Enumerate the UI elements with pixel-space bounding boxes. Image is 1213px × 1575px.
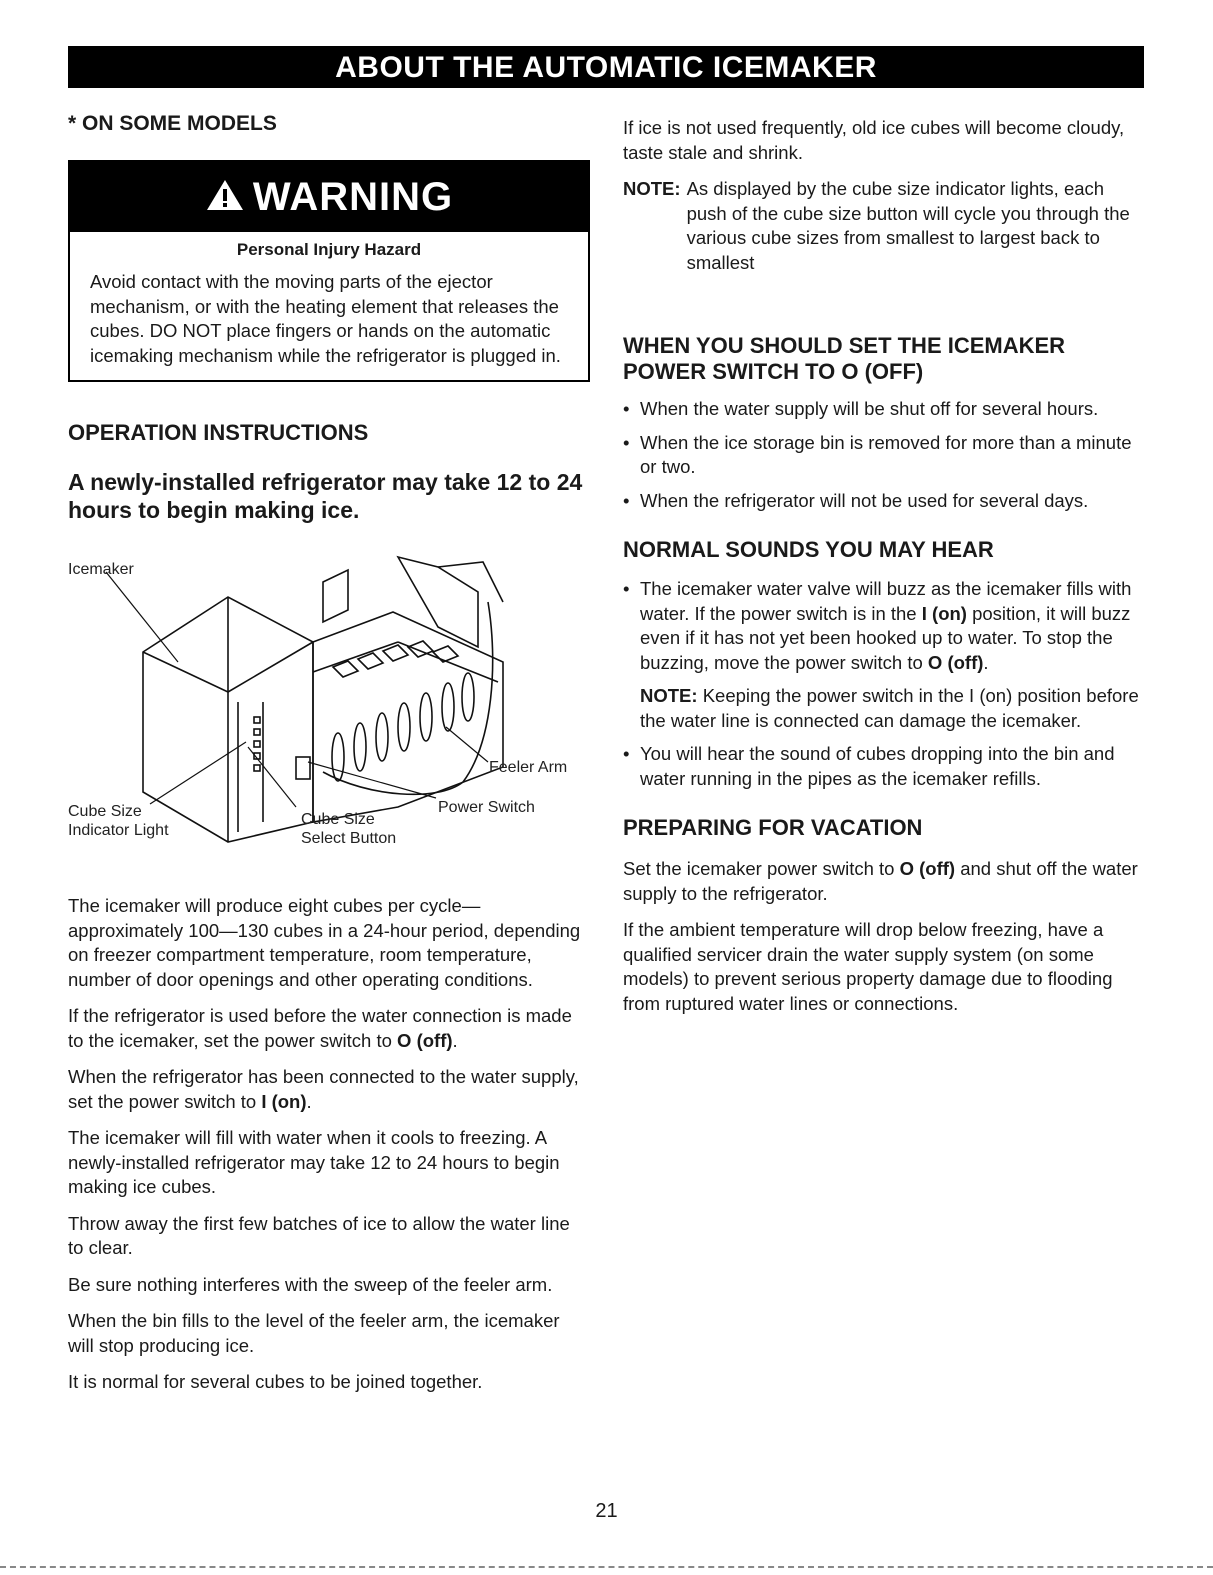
paragraph-after-connection: [68, 1065, 588, 1114]
bottom-dashed-rule: [0, 1566, 1213, 1568]
p3-text: When the refrigerator has been connected to the water supply, set the power switch to: [68, 1066, 579, 1112]
p2-text: If the refrigerator is used before the water connection is made to the icemaker, set the power switch to: [68, 1005, 572, 1051]
some-models-note: * ON SOME MODELS: [68, 112, 277, 135]
icemaker-diagram: [68, 542, 588, 872]
sb1-off: O (off): [927, 651, 984, 673]
paragraph-feeler-sweep: Be sure nothing interferes with the sweep of the feeler arm.: [68, 1273, 553, 1295]
warning-header: [70, 162, 588, 232]
sb1-on: I (on): [921, 602, 967, 624]
label-select-line2: Select Button: [301, 830, 397, 847]
sb1-a: The icemaker water valve will buzz as the icemaker fills with water. If the power switch is in the: [640, 578, 1132, 624]
when-bullet-2: • When the ice storage bin is removed for more than a minute or two.: [623, 431, 1132, 477]
note-cube-size: [623, 177, 1148, 275]
paragraph-before-connection: [68, 1004, 588, 1053]
sounds-bullet-1: • The icemaker water valve will buzz as the icemaker fills with water. If the power switch is in the I (on) position, it will buzz even if it has not yet been hooked up to water. To stop the buzzing, move the power switch to O (off).: [623, 578, 1132, 673]
operation-statement: A newly-installed refrigerator may take 12 to 24 hours to begin making ice.: [68, 469, 583, 523]
label-icemaker: Icemaker: [68, 561, 134, 578]
page-number: 21: [595, 1500, 618, 1522]
note1-text: As displayed by the cube size indicator lights, each push of the cube size button will cycle you through the various cube sizes from smallest to largest back to smallest: [686, 178, 1130, 273]
label-cube-size-line1: Cube Size: [68, 803, 142, 820]
warning-title: WARNING: [252, 175, 454, 219]
page-banner: ABOUT THE AUTOMATIC ICEMAKER: [68, 46, 1144, 88]
paragraph-joined-cubes: It is normal for several cubes to be joined together.: [68, 1371, 483, 1392]
when-heading: WHEN YOU SHOULD SET THE ICEMAKER POWER SWITCH TO O (OFF): [623, 333, 1066, 384]
label-select-line1: Cube Size: [301, 811, 375, 828]
note2-text: Keeping the power switch in the I (on) position before the water line is connected can damage the icemaker.: [640, 685, 1139, 731]
vacation-heading: PREPARING FOR VACATION: [623, 815, 923, 840]
label-cube-size-indicator: [68, 802, 169, 840]
when-b2-text: When the ice storage bin is removed for more than a minute or two.: [640, 431, 1132, 477]
paragraph-fill-freezing: The icemaker will fill with water when it cools to freezing. A newly-installed refrigerator may take 12 to 24 hours to begin making ice cubes.: [68, 1127, 560, 1197]
paragraph-cube-output: The icemaker will produce eight cubes per cycle— approximately 100—130 cubes in a 24-hour period, depending on freezer compartment temperature, room temperature, number of door openings and other operating conditions.: [68, 895, 581, 990]
left-column: [68, 112, 588, 1395]
operation-heading: OPERATION INSTRUCTIONS: [68, 420, 369, 445]
sb1-c: position, it will buzz even if it has not yet been hooked up to water. To stop the buzzing, move the power switch to: [640, 602, 1131, 673]
vacation-paragraph-2: If the ambient temperature will drop below freezing, have a qualified servicer drain the water supply system (on some models) to prevent serious property damage due to flooding from ruptured water lines or connections.: [623, 919, 1113, 1014]
label-feeler-arm: Feeler Arm: [489, 759, 568, 776]
warning-subtitle: Personal Injury Hazard: [236, 240, 422, 259]
warning-text: Avoid contact with the moving parts of the ejector mechanism, or with the heating element that releases the cubes. DO NOT place fingers or hands on the automatic icemaking mechanism while the refrigerator is plugged in.: [90, 271, 561, 366]
when-bullet-3: • When the refrigerator will not be used for several days.: [623, 489, 1089, 511]
sounds-heading: NORMAL SOUNDS YOU MAY HEAR: [623, 537, 994, 562]
p2-end: .: [452, 1029, 458, 1051]
paragraph-bin-fills: When the bin fills to the level of the feeler arm, the icemaker will stop producing ice.: [68, 1310, 560, 1356]
when-b1-text: When the water supply will be shut off for several hours.: [640, 398, 1099, 419]
note1-label: NOTE:: [623, 178, 681, 199]
label-power-switch: Power Switch: [438, 799, 535, 816]
p3-bold: I (on): [261, 1090, 307, 1112]
label-cube-size-select: [301, 810, 396, 848]
paragraph-throw-away: Throw away the first few batches of ice to allow the water line to clear.: [68, 1212, 570, 1258]
warning-triangle-icon: [205, 178, 245, 212]
sb2-text: You will hear the sound of cubes dropping into the bin and water running in the pipes as the icemaker refills.: [640, 743, 1115, 789]
when-b3-text: When the refrigerator will not be used for several days.: [640, 489, 1089, 511]
sb1-d: .: [983, 651, 989, 673]
when-bullet-1: • When the water supply will be shut off for several hours.: [623, 398, 1099, 419]
vacation-paragraph-1: [623, 857, 1148, 906]
label-cube-size-line2: Indicator Light: [68, 822, 169, 839]
p3-end: .: [306, 1090, 312, 1112]
sounds-bullet-2: • You will hear the sound of cubes dropping into the bin and water running in the pipes as the icemaker refills.: [623, 743, 1115, 789]
vac1-c: and shut off the water supply to the refrigerator.: [623, 858, 1138, 904]
paragraph-old-ice: If ice is not used frequently, old ice cubes will become cloudy, taste stale and shrink.: [623, 117, 1125, 163]
vac1-off: O (off): [899, 858, 956, 879]
note-keeping-switch: [623, 684, 1148, 733]
note2-label: NOTE:: [640, 685, 698, 706]
right-column: [623, 116, 1148, 1016]
vac1-a: Set the icemaker power switch to: [623, 858, 900, 879]
p2-bold: O (off): [397, 1029, 453, 1051]
warning-box: [68, 160, 590, 382]
